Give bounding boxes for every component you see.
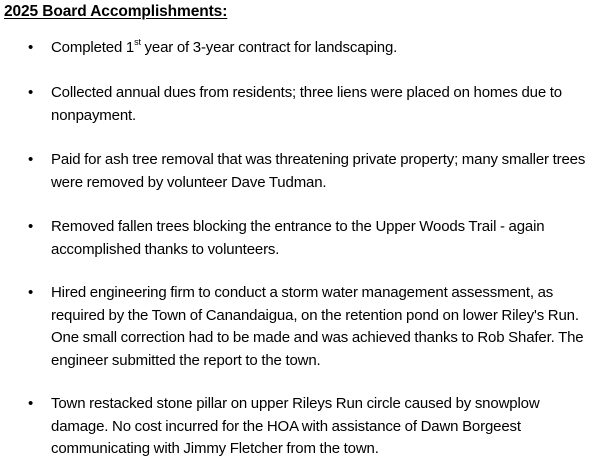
- list-item-line: Hired engineering firm to conduct a storm water management assessment, as: [51, 284, 554, 301]
- list-item-text: [51, 216, 609, 261]
- bullet: •: [28, 84, 34, 101]
- list-item-text: [51, 282, 609, 372]
- list-item-line: damage. No cost incurred for the HOA with assistance of Dawn Borgeest: [51, 417, 521, 435]
- list-item-line: Collected annual dues from residents; three liens were placed on homes due to: [51, 84, 562, 101]
- bullet: •: [28, 395, 34, 412]
- bullet: •: [28, 151, 34, 168]
- list-item-text: [51, 37, 609, 60]
- list-item-line: engineer submitted the report to the town.: [51, 351, 321, 369]
- section-heading: 2025 Board Accomplishments:: [4, 3, 228, 20]
- list-item-line: Paid for ash tree removal that was threatening private property; many smaller trees: [51, 151, 586, 168]
- list-item-text: [51, 82, 609, 127]
- list-item-line: Completed 1st year of 3-year contract for landscaping.: [51, 37, 398, 56]
- list-item-line: were removed by volunteer Dave Tudman.: [51, 173, 327, 191]
- list-item-line: Removed fallen trees blocking the entrance to the Upper Woods Trail - again: [51, 218, 545, 235]
- list-item-text: [51, 149, 609, 194]
- ordinal-suffix: st: [134, 37, 141, 47]
- bullet: •: [28, 39, 34, 56]
- list-item-line: One small correction had to be made and was achieved thanks to Rob Shafer. The: [51, 329, 584, 346]
- list-item-line: accomplished thanks to volunteers.: [51, 240, 280, 258]
- list-item-line: required by the Town of Canandaigua, on the retention pond on lower Riley's Run.: [51, 306, 579, 324]
- bullet: •: [28, 218, 34, 235]
- list-item-line: nonpayment.: [51, 106, 137, 124]
- bullet: •: [28, 284, 34, 301]
- list-item-text: [51, 393, 609, 461]
- list-item-line: Town restacked stone pillar on upper Rileys Run circle caused by snowplow: [51, 395, 540, 412]
- list-item-line: communicating with Jimmy Fletcher from the town.: [51, 440, 379, 457]
